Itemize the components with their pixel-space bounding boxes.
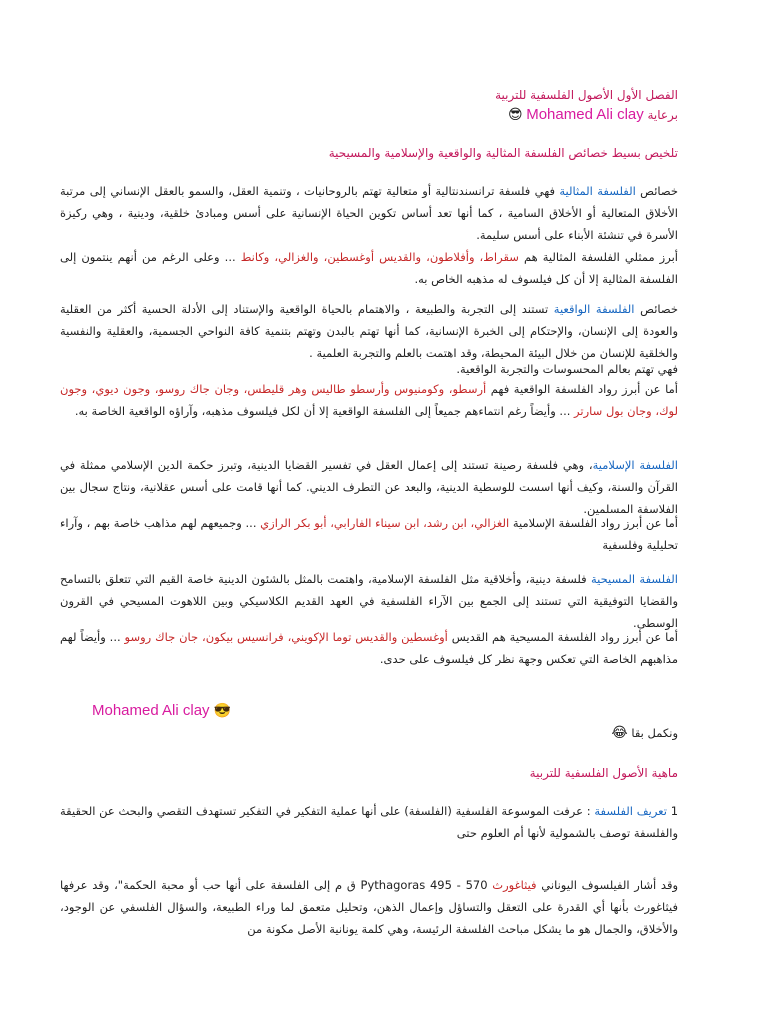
author-name: Mohamed Ali clay [526, 106, 644, 123]
idealism-term: الفلسفة المثالية [559, 184, 636, 198]
sunglasses-emoji-icon: 😎 [507, 107, 523, 123]
definition-paragraph: 1 تعريف الفلسفة : عرفت الموسوعة الفلسفية (الفلسفة) على أنها عملية التفكير في التفكير تستهدف التقصي والبحث عن الحقيقة والفلسفة توصف بالشمولية لأنها أم العلوم حتى [60, 804, 679, 840]
islamic-figures-paragraph: أما عن أبرز رواد الفلسفة الإسلامية الغزالي، ابن رشد، ابن سيناء الفارابي، أبو بكر الرازي ... وجميعهم لهم مذاهب خاصة بهم ، وآراء تحليلية وفلسفية [60, 516, 678, 552]
laughing-emoji-icon: 😂 [611, 725, 628, 741]
continue-line: ونكمل بقا 😂 [611, 725, 678, 741]
signature-name: Mohamed Ali clay [92, 702, 210, 719]
sunglasses-emoji-icon: 😎 [213, 702, 232, 718]
definition-number: 1 [670, 804, 679, 818]
signature [92, 702, 231, 719]
islamic-names: الغزالي، ابن رشد، ابن سيناء الفارابي، أبو بكر الرازي [260, 516, 510, 530]
summary-title: تلخيص بسيط خصائص الفلسفة المثالية والواقعية والإسلامية والمسيحية [328, 146, 678, 160]
realism-figures-paragraph: أما عن أبرز رواد الفلسفة الواقعية فهم أرسطو، وكومنيوس وأرسطو طاليس وهر قليطس، وجان جاك روسو، وجون ديوي، وجون لوك، وجان بول سارتر ... وأيضاً رغم انتماءهم جميعاً إلى الفلسفة الواقعية إلا أن لكل فيلسوف مذهبه، وآراؤه الواقعية الخاصة به. [60, 382, 678, 418]
pythagoras-name: فيثاغورث [492, 878, 537, 892]
christian-term: الفلسفة المسيحية [590, 572, 678, 586]
realism-senses-paragraph: فهي تهتم بعالم المحسوسات والتجربة الواقعية. [456, 362, 678, 376]
islamic-term: الفلسفة الإسلامية [592, 458, 678, 472]
christian-figures-paragraph: أما عن أبرز رواد الفلسفة المسيحية هم القديس أوغسطين والقديس توما الإكويني، فرانسيس بيكون، جان جاك روسو ... وأيضاً لهم مذاهبهم الخاصة التي تعكس وجهة نظر كل فيلسوف على حدى. [60, 630, 678, 666]
idealism-paragraph: خصائص الفلسفة المثالية فهي فلسفة ترانسندنتالية أو متعالية تهتم بالروحانيات ، وتنمية العقل، والسمو بالعقل الإنساني إلى مرتبة الأخلاق المتعالية أو الأخلاق السامية ، كما أنها تعد أساس تكوين الحياة الإنسانية على أسس ومبادئ خلقية، ودينية ، وهي ركيزة الأسرة في تنشئة الأبناء على أسس سليمة. [60, 184, 679, 242]
idealism-names: سقراط، وأفلاطون، والقديس أوغسطين، والغزالي، وكانط [240, 250, 519, 264]
section2-title: ماهية الأصول الفلسفية للتربية [529, 766, 678, 780]
realism-paragraph: خصائص الفلسفة الواقعية تستند إلى التجربة والطبيعة ، والاهتمام بالحياة الواقعية والإستناد إلى الأدلة الحسية أكثر من العقلية والعودة إلى الإنسان، والإحتكام إلى الخبرة الإنسانية، كما أنها تهتم بالبدن وتهتم بتنمية كافة النواحي الجسمية، والعقلية والنفسية والخلقية للإنسان من خلال البيئة المحيطة، وقد اهتمت بالعلم والتجربة العلمية . [60, 302, 678, 360]
christian-names: أوغسطين والقديس توما الإكويني، فرانسيس بيكون، جان جاك روسو [124, 630, 448, 644]
chapter-title: الفصل الأول الأصول الفلسفية للتربية [495, 88, 678, 102]
realism-term: الفلسفة الواقعية [553, 302, 635, 316]
realism-names: أرسطو، وكومنيوس وأرسطو طاليس وهر قليطس، وجان جاك روسو، وجون ديوي، وجون لوك، وجان بول سارتر [60, 382, 678, 418]
islamic-paragraph: الفلسفة الإسلامية، وهي فلسفة رصينة تستند إلى إعمال العقل في تفسير القضايا الدينية، وتبرز حكمة الدين الإسلامي ممثلة في القرآن والسنة، وكيف أنها اسست للوسطية الدينية، والبعد عن التطرف الديني. كما أنها قامت على أسس عقلانية، ونتاج سجال بين الفلاسفة المسلمين. [60, 458, 678, 516]
christian-paragraph: الفلسفة المسيحية فلسفة دينية، وأخلاقية مثل الفلسفة الإسلامية، واهتمت بالمثل بالشئون الدينية خاصة القيم التي تتعلق بالتسامح والقضايا التوفيقية التي تستند إلى الجمع بين الآراء الفلسفية في العهد القديم الكلاسيكي وبين اللاهوت المسيحي في القرون الوسطى. [60, 572, 678, 630]
pythagoras-paragraph: وقد أشار الفيلسوف اليوناني فيثاغورث 570 - 495 Pythagoras ق م إلى الفلسفة على أنها حب أو محبة الحكمة"، وقد عرفها فيثاغورث بأنها أي القدرة على التعقل والتساؤل وإعمال الذهن، وتحليل متعمق لما وراء الطبيعة، والسؤال الفلسفي عن الوجود، والأخلاق، والجمال هو ما يشكل مباحث الفلسفة الرئيسة، وهي كلمة يونانية الأصل مكونة من [60, 878, 679, 936]
prepared-by-label: برعاية [647, 108, 678, 122]
idealism-figures-paragraph: أبرز ممثلي الفلسفة المثالية هم سقراط، وأفلاطون، والقديس أوغسطين، والغزالي، وكانط ... وعلى الرغم من أنهم ينتمون إلى الفلسفة المثالية إلا أن كل فيلسوف له مذهبه الخاص به. [60, 250, 678, 286]
author-credit [60, 104, 678, 126]
definition-term: تعريف الفلسفة [594, 804, 667, 818]
